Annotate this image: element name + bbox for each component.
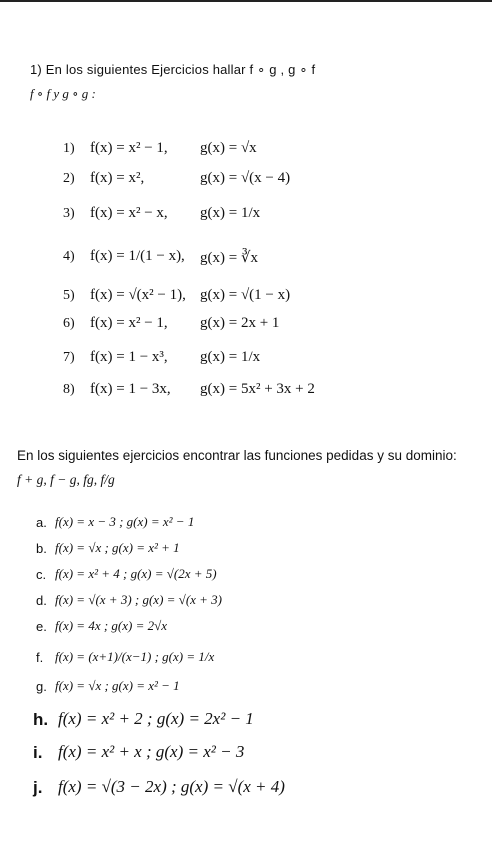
exercise-f: f(x) = x² − 1, — [90, 315, 168, 331]
exercise-number: 1) — [63, 141, 75, 156]
item-expression: f(x) = √(x + 3) ; g(x) = √(x + 3) — [55, 592, 223, 607]
exercise-number: 6) — [63, 316, 75, 331]
exercise-number: 3) — [63, 206, 75, 221]
exercise-g: g(x) = √x — [200, 140, 257, 156]
section2-title: En los siguientes ejercicios encontrar las funciones pedidas y su dominio: — [17, 448, 457, 463]
item-expression: f(x) = √x ; g(x) = x² − 1 — [55, 678, 180, 693]
exercise-f: f(x) = √(x² − 1), — [90, 287, 186, 303]
exercise-f: f(x) = x² − 1, — [90, 140, 168, 156]
item-expression: f(x) = √(3 − 2x) ; g(x) = √(x + 4) — [58, 777, 285, 796]
exercise-g: g(x) = ∛x — [200, 250, 259, 266]
exercise-number: 4) — [63, 249, 75, 264]
item-letter: j. — [33, 778, 43, 797]
section1-subtitle: f ∘ f y g ∘ g : — [30, 86, 96, 101]
exercise-f: f(x) = x² − x, — [90, 205, 168, 221]
item-letter: h. — [33, 710, 49, 729]
section1-title: 1) En los siguientes Ejercicios hallar f ∘ g , g ∘ f — [30, 62, 316, 77]
item-expression: f(x) = 4x ; g(x) = 2√x — [55, 618, 168, 633]
exercise-g: g(x) = 1/x — [200, 205, 261, 221]
exercise-g: g(x) = √(x − 4) — [200, 170, 291, 186]
item-expression: f(x) = x² + 2 ; g(x) = 2x² − 1 — [58, 709, 254, 728]
top-border-line — [0, 0, 492, 2]
item-letter: a. — [36, 515, 47, 530]
exercise-f: f(x) = 1/(1 − x), — [90, 248, 185, 264]
exercise-g: g(x) = 5x² + 3x + 2 — [200, 381, 315, 397]
item-expression: f(x) = x − 3 ; g(x) = x² − 1 — [55, 514, 195, 529]
exercise-g: g(x) = 2x + 1 — [200, 315, 280, 331]
exercise-number: 5) — [63, 288, 75, 303]
item-letter: f. — [36, 650, 44, 665]
exercise-number: 2) — [63, 171, 75, 186]
exercise-number: 7) — [63, 350, 75, 365]
item-letter: i. — [33, 743, 43, 762]
item-letter: b. — [36, 541, 47, 556]
item-expression: f(x) = (x+1)/(x−1) ; g(x) = 1/x — [55, 649, 215, 664]
item-expression: f(x) = √x ; g(x) = x² + 1 — [55, 540, 180, 555]
exercise-g: g(x) = √(1 − x) — [200, 287, 291, 303]
exercise-g: g(x) = 1/x — [200, 349, 261, 365]
item-letter: g. — [36, 679, 47, 694]
item-expression: f(x) = x² + 4 ; g(x) = √(2x + 5) — [55, 566, 217, 581]
item-expression: f(x) = x² + x ; g(x) = x² − 3 — [58, 742, 245, 761]
exercise-number: 8) — [63, 382, 75, 397]
item-letter: e. — [36, 619, 47, 634]
exercise-f: f(x) = x², — [90, 170, 145, 186]
exercise-f: f(x) = 1 − x³, — [90, 349, 168, 365]
item-letter: c. — [36, 567, 47, 582]
exercise-f: f(x) = 1 − 3x, — [90, 381, 171, 397]
item-letter: d. — [36, 593, 47, 608]
section2-subtitle: f + g, f − g, fg, f/g — [17, 472, 115, 487]
